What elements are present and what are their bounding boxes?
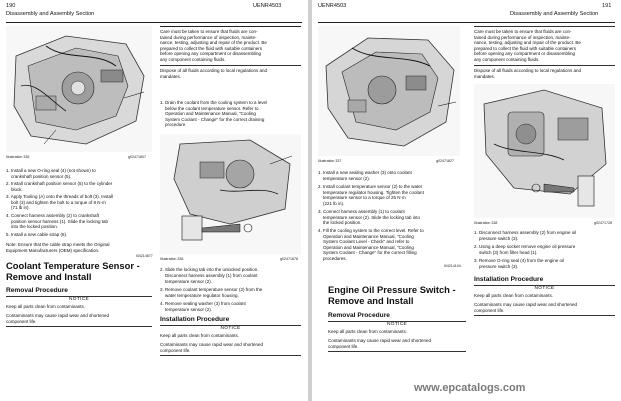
step-line: 4. Remove sealing washer (3) from coolant	[160, 301, 246, 306]
right-page	[312, 0, 621, 401]
notice-text: component life.	[160, 347, 191, 353]
step-line: 5. Install a new cable strap (6).	[6, 232, 68, 237]
figure-id: g02471728	[594, 221, 612, 225]
step-line: 2. Install coolant temperature sensor (2) to the water	[318, 184, 423, 189]
step-line: position sensor harness (1). Slide the locking tab	[11, 218, 109, 224]
step-line: 2. Install crankshaft position sensor (5) to the cylinder	[6, 181, 113, 186]
step-line: below the coolant temperature sensor. Refer to	[165, 105, 259, 111]
step-line: water temperature regulator housing.	[165, 292, 239, 298]
subsection-heading: Installation Procedure	[160, 316, 230, 323]
step-line: temperature sensor (2).	[323, 175, 371, 181]
step-line: the locked position.	[323, 220, 362, 226]
section-title-line: Engine Oil Pressure Switch -	[328, 284, 456, 295]
section-title-line: Coolant Temperature Sensor -	[6, 260, 140, 271]
document-id: UENR4503	[318, 3, 347, 9]
care-text: before opening any compartment or disassembling	[474, 51, 576, 57]
notice-label: NOTICE	[69, 297, 89, 302]
care-text: prepared to collect the fluid with suitable containers	[160, 45, 263, 51]
step-line: 1. Drain the coolant from the cooling system to a level	[160, 100, 268, 105]
engine-illustration-337	[318, 26, 460, 156]
notice-rule	[160, 355, 301, 356]
care-text: any component containing fluids.	[474, 57, 540, 62]
subsection-heading: Removal Procedure	[328, 312, 390, 319]
step-line: System Coolant - Change" for the correct draining	[165, 116, 265, 122]
step-line: 1. Install a new O-ring seal (4) (not shown) to	[6, 168, 96, 173]
step-line: temperature sensor (2).	[165, 306, 213, 312]
step-line: 2. Slide the locking tab into the unlocked position.	[160, 267, 259, 272]
step-line: 4. Connect harness assembly (2) to crankshaft	[6, 213, 100, 218]
notice-text: Keep all parts clean from contaminants.	[6, 304, 86, 309]
section-title-line: Remove and Install	[328, 295, 414, 306]
care-text: Care must be taken to ensure that fluids are con-	[160, 29, 258, 34]
page-number: 190	[6, 3, 16, 9]
step-line: System Coolant - Change" for the correct filling	[323, 250, 417, 256]
sensor-illustration-336	[160, 134, 301, 254]
notice-rule	[160, 65, 301, 66]
care-text: tained during performance of inspection, mainte-	[160, 34, 257, 40]
notice-rule	[160, 26, 301, 28]
step-line: pressure switch (3).	[479, 263, 519, 269]
step-line: 3. Apply Tooling (A) onto the threads of bolt (3). Install	[6, 194, 113, 199]
step-line: crankshaft position sensor (5).	[11, 173, 72, 179]
header-rule	[318, 22, 615, 23]
care-text: nance, testing, adjusting and repair of the product. Be	[160, 40, 267, 46]
step-line: 3. Remove coolant temperature sensor (2) from the	[160, 287, 263, 292]
step-line: 3. Connect harness assembly (1) to coolant	[318, 209, 405, 214]
document-id: UENR4503	[253, 3, 282, 9]
notice-rule	[6, 326, 152, 327]
section-title-line: Remove and Install	[6, 271, 92, 282]
notice-text: component life.	[6, 318, 37, 324]
step-line: temperature sensor (2).	[165, 278, 213, 284]
notice-rule	[474, 65, 615, 66]
step-line: temperature sensor (2). Slide the locking tab into	[323, 214, 421, 220]
figure-caption: Illustration 338	[474, 221, 498, 225]
step-line: System Coolant Level - Check" and refer to	[323, 239, 410, 245]
dispose-text: mandates.	[474, 73, 496, 79]
watermark-url: www.epcatalogs.com	[414, 382, 526, 394]
section-name: Disassembly and Assembly Section	[510, 11, 599, 17]
notice-rule	[474, 315, 615, 316]
care-text: prepared to collect the fluid with suitable containers	[474, 45, 577, 51]
notice-rule	[328, 351, 466, 352]
step-line: 1. Disconnect harness assembly (2) from engine oil	[474, 230, 577, 235]
notice-text: Keep all parts clean from contaminants.	[160, 333, 240, 338]
notice-rule	[474, 26, 615, 27]
step-line: bolt (3) and tighten the bolt to a torque of 8 N·m	[11, 199, 106, 205]
figure-caption: Illustration 336	[160, 257, 184, 261]
care-text: nance, testing, adjusting and repair of the product. Be	[474, 40, 581, 46]
step-line: 2. Using a deep socket remove engine oil pressure	[474, 244, 576, 249]
care-text: before opening any compartment or disassembling	[160, 51, 262, 57]
step-line: procedure.	[165, 122, 187, 128]
figure-caption: Illustration 335	[6, 155, 30, 159]
note-line: Equipment Manufacturers (OEM) specification.	[6, 247, 100, 253]
step-line: 4. Fill the cooling system to the correct level. Refer to	[318, 228, 424, 233]
step-line: (221 lb in).	[323, 200, 345, 206]
care-text: Care must be taken to ensure that fluids are con-	[474, 29, 572, 34]
notice-label: NOTICE	[387, 322, 407, 327]
oil-switch-illustration-338	[474, 84, 615, 218]
notice-text: Contaminants may cause rapid wear and shortened	[160, 342, 264, 347]
step-line: 1. Install a new sealing washer (3) onto coolant	[318, 170, 412, 175]
figure-caption: Illustration 337	[318, 159, 342, 163]
note-line: Note: Ensure that the cable strap meets the Original	[6, 242, 110, 247]
step-line: switch (3) from filter head (1).	[479, 249, 538, 255]
figure-id: g02471827	[436, 159, 454, 163]
section-name: Disassembly and Assembly Section	[6, 11, 95, 17]
step-line: Operation and Maintenance Manual, "Cooling	[165, 111, 256, 117]
step-line: 3. Remove O-ring seal (4) from the engine oil	[474, 258, 565, 263]
left-page	[0, 0, 308, 401]
dispose-text: mandates.	[160, 73, 182, 79]
step-line: into the locked position.	[11, 224, 59, 230]
notice-label: NOTICE	[534, 286, 555, 291]
subsection-heading: Installation Procedure	[474, 276, 544, 283]
page-number: 191	[602, 3, 612, 9]
step-line: procedures.	[323, 256, 347, 261]
subsection-heading: Removal Procedure	[6, 287, 68, 294]
notice-text: Keep all parts clean from contaminants.	[474, 293, 554, 298]
step-line: temperature sensor to a torque of 25 N·m	[323, 195, 406, 201]
figure-id: g02471807	[128, 155, 146, 159]
step-reference: i04214104	[444, 264, 461, 268]
notice-text: component life.	[474, 307, 505, 313]
step-line: Operation and Maintenance Manual, "Cooling	[323, 233, 414, 239]
care-text: tained during performance of inspection, mainte-	[474, 34, 571, 40]
notice-text: Contaminants may cause rapid wear and shortened	[6, 313, 110, 318]
step-line: pressure switch (3).	[479, 235, 519, 241]
step-line: Disconnect harness assembly (1) from coolant	[165, 273, 258, 278]
notice-label: NOTICE	[220, 326, 241, 331]
step-line: Operation and Maintenance Manual, "Cooling	[323, 244, 414, 250]
note-reference: i04214877	[136, 254, 153, 258]
notice-text: Contaminants may cause rapid wear and shortened	[328, 338, 432, 343]
step-line: block.	[11, 186, 23, 192]
notice-text: Contaminants may cause rapid wear and shortened	[474, 302, 578, 307]
figure-id: g02471878	[280, 257, 298, 261]
care-text: any component containing fluids.	[160, 57, 226, 62]
dispose-text: Dispose of all fluids according to local regulations and	[160, 68, 268, 73]
dispose-text: Dispose of all fluids according to local regulations and	[474, 68, 582, 73]
step-line: (71 lb in).	[11, 205, 30, 211]
step-line: temperature regulator housing. Tighten the coolant	[323, 189, 424, 195]
engine-illustration-335	[6, 26, 152, 152]
notice-text: Keep all parts clean from contaminants.	[328, 329, 408, 334]
notice-text: component life.	[328, 343, 359, 349]
header-rule	[6, 22, 302, 23]
